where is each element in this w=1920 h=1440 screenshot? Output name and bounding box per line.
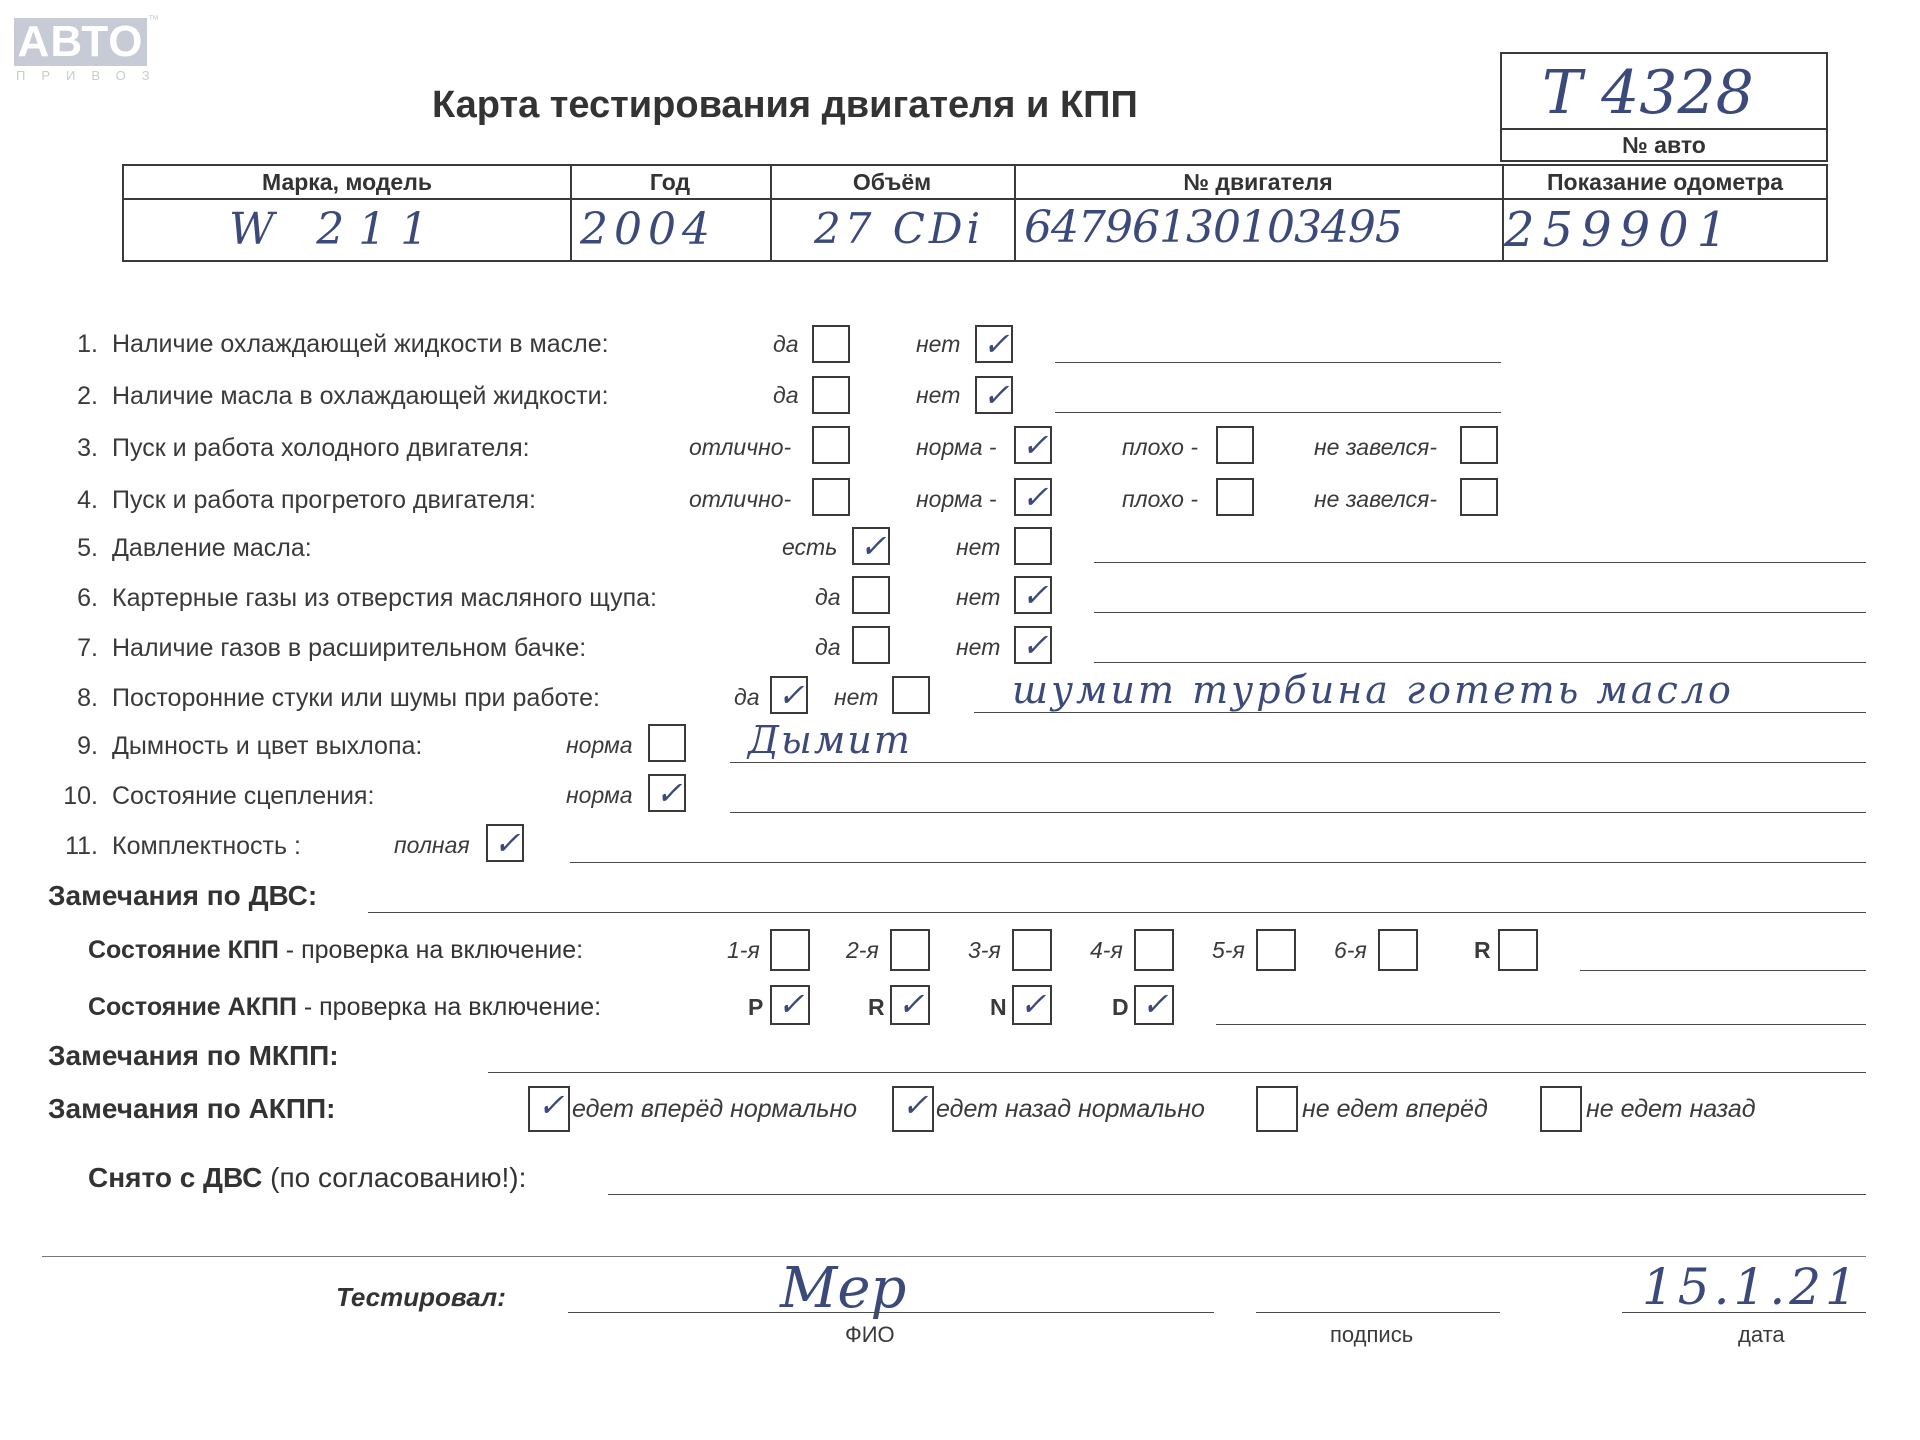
signature-line [1256, 1312, 1500, 1313]
header-engine-no: № двигателя [1183, 169, 1333, 195]
item-5: 5. Давление масла: [77, 534, 312, 562]
item-7-opt-no-label: нет [956, 634, 1001, 660]
item-8: 8. Посторонние стуки или шумы при работе: [77, 684, 600, 712]
kpp-note-line [1580, 970, 1866, 971]
item-1-note-line [1055, 362, 1501, 363]
removed-label: Снято с ДВС (по согласованию!): [88, 1162, 527, 1193]
value-engine-no: 64796130103495 [1024, 202, 1402, 253]
item-4-normal-checkbox[interactable]: ✓ [1014, 478, 1052, 516]
item-1: 1. Наличие охлаждающей жидкости в масле: [77, 330, 609, 358]
akpp-gear-d-label: D [1112, 994, 1129, 1020]
item-8-note: шумит турбина готеть масло [1012, 668, 1734, 712]
item-11-note-line [570, 862, 1866, 863]
kpp-gear-3-label: 3-я [968, 937, 1001, 963]
value-volume: 27 CDi [814, 204, 985, 253]
item-3-opt-no-start-label: не завелся- [1314, 434, 1438, 460]
kpp-gear-2-checkbox[interactable] [890, 929, 930, 971]
item-3-bad-checkbox[interactable] [1216, 426, 1254, 464]
item-11-full-checkbox[interactable]: ✓ [486, 824, 524, 862]
tested-label: Тестировал: [336, 1282, 506, 1312]
kpp-gear-r-checkbox[interactable] [1498, 929, 1538, 971]
signature-caption: подпись [1330, 1322, 1414, 1347]
akpp-gear-r-label: R [868, 994, 885, 1020]
item-2-opt-no-label: нет [916, 382, 961, 408]
akpp-backward-ok-label: едет назад нормально [936, 1095, 1205, 1123]
item-1-opt-no-label: нет [916, 331, 961, 357]
logo-main: АВТО [14, 18, 147, 66]
footer-divider [42, 1256, 1866, 1257]
akpp-forward-ok-label: едет вперёд нормально [572, 1095, 858, 1123]
item-7-no-checkbox[interactable]: ✓ [1014, 626, 1052, 664]
akpp-gear-p-label: P [748, 994, 764, 1020]
kpp-gear-1-checkbox[interactable] [770, 929, 810, 971]
fio-caption: ФИО [845, 1322, 895, 1347]
item-1-opt-yes-label: да [773, 331, 799, 357]
header-model: Марка, модель [262, 169, 432, 195]
auto-number-box [1500, 52, 1828, 162]
akpp-backward-ok-checkbox[interactable]: ✓ [892, 1086, 934, 1132]
item-4-opt-excellent-label: отлично- [689, 486, 792, 512]
removed-line [608, 1194, 1866, 1195]
kpp-gear-6-checkbox[interactable] [1378, 929, 1418, 971]
akpp-label: Состояние АКПП - проверка на включение: [88, 993, 602, 1021]
item-4-bad-checkbox[interactable] [1216, 478, 1254, 516]
kpp-gear-1-label: 1-я [727, 937, 760, 963]
akpp-note-line [1216, 1024, 1866, 1025]
item-2-yes-checkbox[interactable] [812, 376, 850, 414]
item-2-note-line [1055, 412, 1501, 413]
item-3-no-start-checkbox[interactable] [1460, 426, 1498, 464]
kpp-gear-5-checkbox[interactable] [1256, 929, 1296, 971]
akpp-gear-n-checkbox[interactable]: ✓ [1012, 985, 1052, 1025]
date-caption: дата [1738, 1322, 1785, 1347]
item-3-opt-excellent-label: отлично- [689, 434, 792, 460]
item-10-opt-normal-label: норма [566, 782, 633, 808]
item-4-opt-no-start-label: не завелся- [1314, 486, 1438, 512]
date-value: 15.1.21 [1642, 1258, 1861, 1316]
item-2-no-checkbox[interactable]: ✓ [975, 376, 1013, 414]
header-odometer: Показание одометра [1547, 169, 1783, 195]
logo-sub: ПРИВОЗ [16, 68, 166, 83]
header-volume: Объём [852, 169, 932, 195]
item-8-opt-no-label: нет [834, 684, 879, 710]
item-8-yes-checkbox[interactable]: ✓ [770, 676, 808, 714]
kpp-gear-r-label: R [1474, 937, 1491, 963]
item-11: 11. Комплектность : [65, 832, 301, 860]
item-1-yes-checkbox[interactable] [812, 325, 850, 363]
item-9-note-line [730, 762, 1866, 763]
item-4-opt-normal-label: норма - [916, 486, 997, 512]
date-line [1622, 1312, 1866, 1313]
item-9-note: Дымит [748, 718, 912, 762]
item-4-opt-bad-label: плохо - [1122, 486, 1198, 512]
vehicle-table [122, 164, 1828, 262]
item-5-opt-yes-label: есть [782, 534, 838, 560]
kpp-gear-6-label: 6-я [1334, 937, 1367, 963]
item-7-opt-yes-label: да [815, 634, 841, 660]
item-4-no-start-checkbox[interactable] [1460, 478, 1498, 516]
akpp-forward-ok-checkbox[interactable]: ✓ [528, 1086, 570, 1132]
mkpp-remarks-label: Замечания по МКПП: [48, 1040, 339, 1071]
item-10-normal-checkbox[interactable]: ✓ [648, 774, 686, 812]
item-6: 6. Картерные газы из отверстия масляного щупа: [77, 584, 657, 612]
value-model: W 211 [229, 204, 443, 255]
kpp-gear-5-label: 5-я [1212, 937, 1245, 963]
akpp-gear-p-checkbox[interactable]: ✓ [770, 985, 810, 1025]
kpp-label: Состояние КПП - проверка на включение: [88, 936, 584, 964]
akpp-gear-r-checkbox[interactable]: ✓ [890, 985, 930, 1025]
akpp-gear-d-checkbox[interactable]: ✓ [1134, 985, 1174, 1025]
item-6-note-line [1094, 612, 1866, 613]
item-2: 2. Наличие масла в охлаждающей жидкости: [77, 382, 609, 410]
kpp-gear-3-checkbox[interactable] [1012, 929, 1052, 971]
item-9: 9. Дымность и цвет выхлопа: [77, 732, 423, 760]
item-5-note-line [1094, 562, 1866, 563]
fio-line [568, 1312, 1214, 1313]
value-year: 2004 [580, 204, 716, 255]
item-10: 10. Состояние сцепления: [63, 782, 375, 810]
mkpp-remarks-line [488, 1072, 1866, 1073]
akpp-no-forward-label: не едет вперёд [1302, 1095, 1488, 1123]
item-3-excellent-checkbox[interactable] [812, 426, 850, 464]
item-8-opt-yes-label: да [734, 684, 760, 710]
akpp-no-backward-label: не едет назад [1586, 1095, 1756, 1123]
item-5-opt-no-label: нет [956, 534, 1001, 560]
item-8-no-checkbox[interactable] [892, 676, 930, 714]
ice-remarks-line [368, 912, 1866, 913]
kpp-gear-4-label: 4-я [1090, 937, 1123, 963]
akpp-remarks-label: Замечания по АКПП: [48, 1093, 336, 1124]
item-3-opt-bad-label: плохо - [1122, 434, 1198, 460]
item-6-no-checkbox[interactable]: ✓ [1014, 576, 1052, 614]
ice-remarks-label: Замечания по ДВС: [48, 880, 318, 911]
item-4-excellent-checkbox[interactable] [812, 478, 850, 516]
item-3-opt-normal-label: норма - [916, 434, 997, 460]
item-6-yes-checkbox[interactable] [852, 576, 890, 614]
item-11-opt-full-label: полная [394, 832, 470, 858]
value-odometer: 259901 [1504, 202, 1736, 258]
auto-number-value: T 4328 [1542, 58, 1754, 128]
item-7: 7. Наличие газов в расширительном бачке: [77, 634, 587, 662]
item-9-normal-checkbox[interactable] [648, 724, 686, 762]
kpp-gear-4-checkbox[interactable] [1134, 929, 1174, 971]
tested-signature: Мер [780, 1256, 907, 1321]
item-5-no-checkbox[interactable] [1014, 527, 1052, 565]
item-9-opt-normal-label: норма [566, 732, 633, 758]
item-10-note-line [730, 812, 1866, 813]
page-title: Карта тестирования двигателя и КПП [432, 84, 1138, 126]
header-year: Год [649, 169, 691, 195]
kpp-gear-2-label: 2-я [846, 937, 879, 963]
item-4: 4. Пуск и работа прогретого двигателя: [77, 486, 536, 514]
item-3-normal-checkbox[interactable]: ✓ [1014, 426, 1052, 464]
auto-number-label: № авто [1622, 132, 1706, 158]
item-7-yes-checkbox[interactable] [852, 626, 890, 664]
item-3: 3. Пуск и работа холодного двигателя: [77, 434, 530, 462]
item-1-no-checkbox[interactable]: ✓ [975, 325, 1013, 363]
item-2-opt-yes-label: да [773, 382, 799, 408]
akpp-no-forward-checkbox[interactable] [1256, 1086, 1298, 1132]
item-5-yes-checkbox[interactable]: ✓ [852, 527, 890, 565]
akpp-no-backward-checkbox[interactable] [1540, 1086, 1582, 1132]
item-6-opt-no-label: нет [956, 584, 1001, 610]
item-8-note-line [974, 712, 1866, 713]
logo [14, 14, 166, 83]
akpp-gear-n-label: N [990, 994, 1007, 1020]
logo-tm: ™ [148, 14, 159, 26]
item-6-opt-yes-label: да [815, 584, 841, 610]
item-7-note-line [1094, 662, 1866, 663]
